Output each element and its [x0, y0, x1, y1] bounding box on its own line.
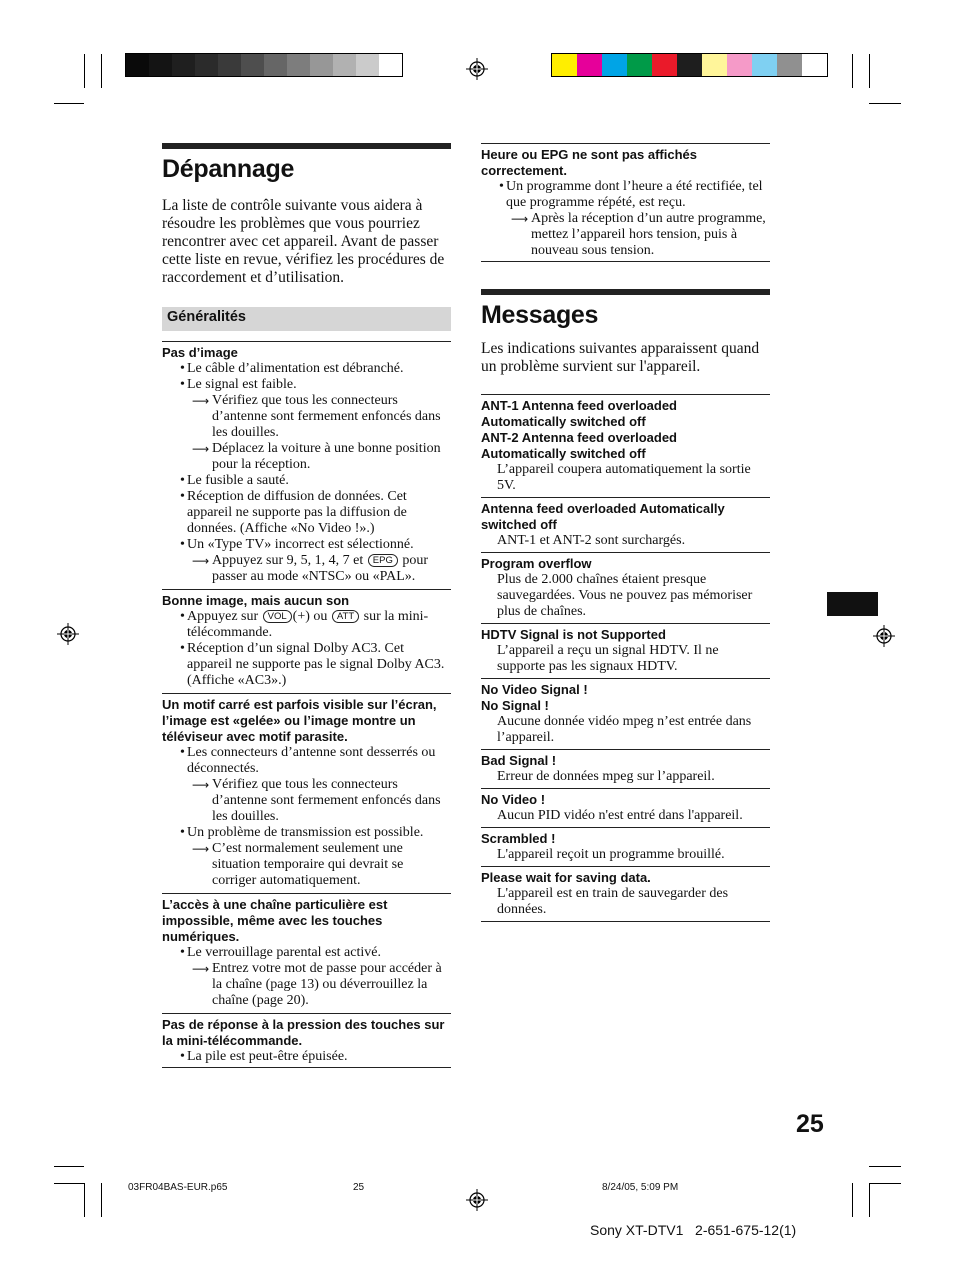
- color-swatch: [577, 54, 602, 76]
- message-title: Scrambled !: [481, 831, 556, 846]
- message-title: ANT-1 Antenna feed overloaded: [481, 398, 677, 413]
- item-text: Après la réception d’un autre programme, mettez l’appareil hors tension, puis à nouveau sous tension.: [531, 211, 766, 258]
- arrow-icon: ⟶: [192, 554, 210, 568]
- color-swatch: [552, 54, 577, 76]
- message-entry: [481, 394, 770, 497]
- item-text: Vérifiez que tous les connecteurs d’antenne sont fermement enfoncés dans les douilles.: [212, 777, 441, 824]
- button-key-label: ATT: [332, 610, 359, 623]
- item-text: sur la mini-télécommande.: [187, 609, 429, 640]
- message-entry: [481, 678, 770, 749]
- item-text: Déplacez la voiture à une bonne position pour la réception.: [212, 441, 441, 472]
- item-text: pour passer au mode «NTSC» ou «PAL».: [212, 553, 428, 584]
- button-key-label: VOL: [263, 610, 292, 623]
- footer-date: 8/24/05, 5:09 PM: [602, 1182, 679, 1193]
- registration-mark-icon: [57, 623, 79, 645]
- gray-swatch: [310, 54, 333, 76]
- color-swatch: [602, 54, 627, 76]
- color-swatch: [777, 54, 802, 76]
- gray-swatch: [195, 54, 218, 76]
- entry-title: Bonne image, mais aucun son: [162, 593, 350, 608]
- arrow-icon: ⟶: [192, 394, 210, 408]
- message-entry: [481, 827, 770, 866]
- message-title: HDTV Signal is not Supported: [481, 627, 666, 642]
- trouble-entry: [481, 143, 770, 261]
- message-title: Automatically switched off: [481, 414, 646, 429]
- item-text: Appuyez sur: [187, 609, 262, 624]
- messages-list: [481, 394, 770, 922]
- bullet-item: [481, 179, 770, 211]
- message-title: ANT-2 Antenna feed overloaded: [481, 430, 677, 445]
- remedy-item: [162, 841, 451, 889]
- message-entry: [481, 623, 770, 678]
- message-entry: [481, 552, 770, 623]
- message-entry: [481, 866, 770, 921]
- message-title: No Video !: [481, 792, 546, 807]
- color-swatch: [702, 54, 727, 76]
- title-rule: [481, 289, 770, 295]
- item-text: Réception d’un signal Dolby AC3. Cet appareil ne supporte pas le signal Dolby AC3. (Affiche «AC3».): [187, 641, 445, 688]
- color-swatch: [652, 54, 677, 76]
- trouble-entry: [162, 693, 451, 891]
- message-title: No Signal !: [481, 698, 549, 713]
- message-title: Please wait for saving data.: [481, 870, 651, 885]
- message-entry: [481, 749, 770, 788]
- grayscale-calibration-bar: [125, 53, 403, 77]
- section-header: Généralités: [162, 307, 451, 331]
- item-text: Le signal est faible.: [187, 377, 297, 392]
- page-number: 25: [796, 1110, 824, 1138]
- gray-swatch: [287, 54, 310, 76]
- gray-swatch: [218, 54, 241, 76]
- bullet-item: [162, 1049, 451, 1065]
- message-text: L'appareil est en train de sauvegarder des données.: [497, 886, 729, 917]
- gray-swatch: [333, 54, 356, 76]
- message-text: L'appareil reçoit un programme brouillé.: [497, 847, 725, 862]
- gray-swatch: [379, 54, 402, 76]
- item-text: Réception de diffusion de données. Cet appareil ne supporte pas la diffusion de données. (Affiche «No Video !».): [187, 489, 407, 536]
- message-title: Program overflow: [481, 556, 592, 571]
- item-text: Un «Type TV» incorrect est sélectionné.: [187, 537, 414, 552]
- message-entry: [481, 788, 770, 827]
- remedy-item: [162, 441, 451, 473]
- arrow-icon: ⟶: [192, 842, 210, 856]
- arrow-icon: ⟶: [192, 778, 210, 792]
- bullet-item: [162, 745, 451, 777]
- footer-model: Sony XT-DTV1 2-651-675-12(1): [590, 1222, 797, 1238]
- bullet-item: [162, 377, 451, 393]
- registration-mark-icon: [873, 625, 895, 647]
- arrow-icon: ⟶: [511, 212, 529, 226]
- trouble-entry: [162, 893, 451, 1011]
- remedy-item: [162, 553, 451, 585]
- registration-mark-icon: [466, 58, 488, 80]
- page-title: Dépannage: [162, 155, 295, 183]
- color-swatch: [752, 54, 777, 76]
- item-text: Entrez votre mot de passe pour accéder à la chaîne (page 13) ou déverrouillez la chaîne (page 20).: [212, 961, 442, 1008]
- title-rule: [162, 143, 451, 149]
- item-text: Vérifiez que tous les connecteurs d’antenne sont fermement enfoncés dans les douilles.: [212, 393, 441, 440]
- bullet-item: [162, 489, 451, 537]
- message-text: L’appareil coupera automatiquement la sortie 5V.: [497, 462, 751, 493]
- gray-swatch: [264, 54, 287, 76]
- message-entry: [481, 497, 770, 552]
- bullet-item: [162, 361, 451, 377]
- message-title: Bad Signal !: [481, 753, 557, 768]
- bullet-item: [162, 473, 451, 489]
- item-text: Le câble d’alimentation est débranché.: [187, 361, 404, 376]
- remedy-item: [162, 961, 451, 1009]
- arrow-icon: ⟶: [192, 442, 210, 456]
- arrow-icon: ⟶: [192, 962, 210, 976]
- section-side-tab: [827, 592, 878, 616]
- gray-swatch: [172, 54, 195, 76]
- troubleshooting-list: [481, 143, 770, 262]
- item-text: Les connecteurs d’antenne sont desserrés ou déconnectés.: [187, 745, 436, 776]
- remedy-item: [481, 211, 770, 259]
- bullet-item: [162, 609, 451, 641]
- item-text: Le fusible a sauté.: [187, 473, 289, 488]
- button-key-label: EPG: [368, 554, 398, 567]
- entry-title: Pas de réponse à la pression des touches sur la mini-télécommande.: [162, 1017, 445, 1048]
- gray-swatch: [126, 54, 149, 76]
- message-text: Erreur de données mpeg sur l’appareil.: [497, 769, 715, 784]
- messages-intro: Les indications suivantes apparaissent quand un problème survient sur l'appareil.: [481, 340, 760, 375]
- messages-title: Messages: [481, 301, 599, 329]
- troubleshooting-list: [162, 341, 451, 1068]
- right-column: [481, 143, 770, 922]
- bullet-item: [162, 825, 451, 841]
- message-title: Antenna feed overloaded Automatically switched off: [481, 501, 725, 532]
- message-text: Aucune donnée vidéo mpeg n’est entrée dans l’appareil.: [497, 714, 752, 745]
- item-text: Un programme dont l’heure a été rectifiée, tel que programme répété, est reçu.: [506, 179, 763, 210]
- entry-title: Heure ou EPG ne sont pas affichés correctement.: [481, 147, 697, 178]
- message-title: No Video Signal !: [481, 682, 588, 697]
- gray-swatch: [149, 54, 172, 76]
- entry-title: L’accès à une chaîne particulière est impossible, même avec les touches numériques.: [162, 897, 388, 944]
- item-text: Le verrouillage parental est activé.: [187, 945, 381, 960]
- item-text: La pile est peut-être épuisée.: [187, 1049, 348, 1064]
- item-text: Un problème de transmission est possible.: [187, 825, 424, 840]
- footer-file: 03FR04BAS-EUR.p65: [128, 1182, 228, 1193]
- color-swatch: [677, 54, 702, 76]
- item-text: Appuyez sur 9, 5, 1, 4, 7 et: [212, 553, 367, 568]
- entry-title: Un motif carré est parfois visible sur l’écran, l’image est «gelée» ou l’image montre un téléviseur avec motif parasite.: [162, 697, 437, 744]
- message-title: Automatically switched off: [481, 446, 646, 461]
- remedy-item: [162, 393, 451, 441]
- color-calibration-bar: [551, 53, 828, 77]
- trouble-entry: [162, 589, 451, 691]
- left-column: [162, 143, 451, 1068]
- bullet-item: [162, 641, 451, 689]
- remedy-item: [162, 777, 451, 825]
- color-swatch: [627, 54, 652, 76]
- gray-swatch: [241, 54, 264, 76]
- item-text: C’est normalement seulement une situation temporaire qui devrait se corriger automatiquement.: [212, 841, 404, 888]
- message-text: Plus de 2.000 chaînes étaient presque sauvegardées. Vous ne pouvez pas mémoriser plus de chaînes.: [497, 572, 753, 619]
- color-swatch: [727, 54, 752, 76]
- gray-swatch: [356, 54, 379, 76]
- trouble-entry: [162, 1013, 451, 1067]
- trouble-entry: [162, 341, 451, 587]
- bullet-item: [162, 945, 451, 961]
- message-text: L’appareil a reçu un signal HDTV. Il ne supporte pas les signaux HDTV.: [497, 643, 719, 674]
- registration-mark-icon: [466, 1189, 488, 1211]
- message-text: Aucun PID vidéo n'est entré dans l'appareil.: [497, 808, 743, 823]
- bullet-item: [162, 537, 451, 553]
- message-text: ANT-1 et ANT-2 sont surchargés.: [497, 533, 686, 548]
- footer-page: 25: [353, 1182, 365, 1193]
- intro-text: La liste de contrôle suivante vous aidera à résoudre les problèmes que vous pourriez rencontrer avec cet appareil. Avant de passer cette liste en revue, vérifiez les procédures de raccordement et d’utilisation.: [162, 197, 445, 286]
- item-text: (+) ou: [292, 609, 331, 624]
- entry-title: Pas d’image: [162, 345, 238, 360]
